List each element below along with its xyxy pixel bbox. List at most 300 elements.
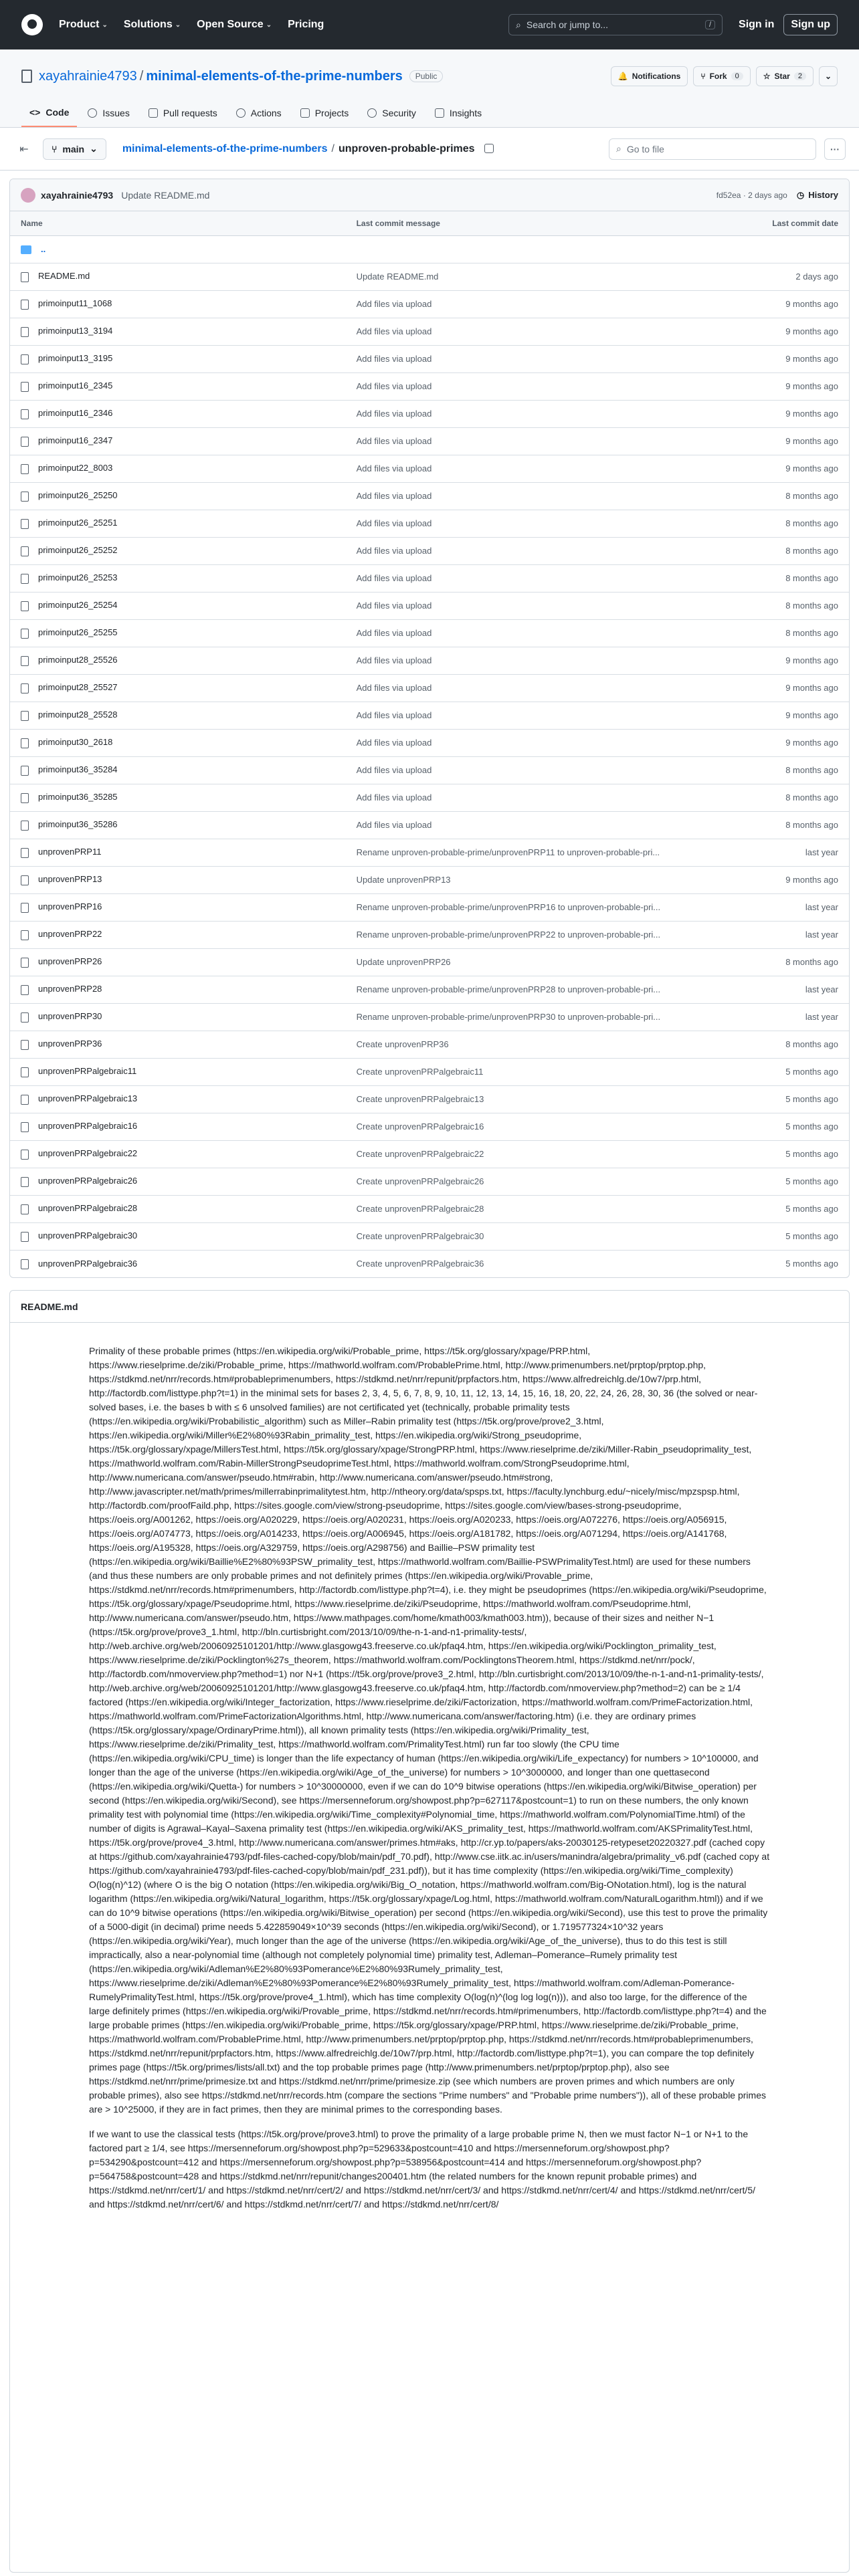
tab-projects[interactable] xyxy=(292,100,357,127)
file-name-cell[interactable] xyxy=(10,756,346,784)
table-row[interactable] xyxy=(10,400,849,427)
file-name-link[interactable]: README.md xyxy=(38,271,90,282)
table-header-row xyxy=(10,211,849,235)
table-row[interactable] xyxy=(10,729,849,756)
file-name-cell[interactable] xyxy=(10,592,346,619)
file-icon xyxy=(21,464,29,474)
table-row[interactable] xyxy=(10,1113,849,1140)
commit-date-cell: last year xyxy=(698,921,849,948)
table-row[interactable] xyxy=(10,948,849,976)
commit-message-cell[interactable]: Create unprovenPRPalgebraic11 xyxy=(346,1058,698,1085)
search-placeholder: Search or jump to... xyxy=(526,19,609,30)
star-button[interactable] xyxy=(756,66,814,86)
chevron-down-icon: ⌄ xyxy=(824,72,832,81)
commit-date-cell: last year xyxy=(698,839,849,866)
file-name-cell[interactable] xyxy=(10,893,346,921)
file-name-link[interactable]: unprovenPRPalgebraic13 xyxy=(38,1093,138,1104)
commit-date-cell: 8 months ago xyxy=(698,811,849,839)
file-name-cell[interactable] xyxy=(10,1222,346,1250)
history-label: History xyxy=(808,190,838,200)
file-name-link[interactable]: primoinput26_25251 xyxy=(38,518,118,528)
commit-message-cell[interactable]: Rename unproven-probable-prime/unprovenPRP28 to unproven-probable-pri... xyxy=(346,976,698,1003)
commit-message-cell[interactable]: Add files via upload xyxy=(346,510,698,537)
branch-selector[interactable] xyxy=(43,138,106,160)
nav-open-source[interactable] xyxy=(197,19,272,31)
tab-projects-label: Projects xyxy=(314,108,349,118)
commit-message-cell[interactable]: Create unprovenPRPalgebraic16 xyxy=(346,1113,698,1140)
commit-date-cell: 8 months ago xyxy=(698,756,849,784)
file-name-link[interactable]: primoinput26_25253 xyxy=(38,572,118,583)
file-name-cell[interactable] xyxy=(10,839,346,866)
bell-icon: 🔔 xyxy=(617,72,628,81)
commit-date-cell: 8 months ago xyxy=(698,482,849,510)
commit-date-cell: 9 months ago xyxy=(698,400,849,427)
commit-date-cell: last year xyxy=(698,976,849,1003)
file-icon xyxy=(21,1095,29,1105)
commit-message-cell[interactable]: Add files via upload xyxy=(346,702,698,729)
file-name-link[interactable]: primoinput28_25527 xyxy=(38,682,118,693)
more-options-button[interactable]: ··· xyxy=(824,138,846,160)
file-icon xyxy=(21,409,29,419)
file-name-cell[interactable] xyxy=(10,1140,346,1168)
commit-message-cell[interactable]: Add files via upload xyxy=(346,290,698,318)
play-icon xyxy=(236,108,246,118)
commit-message-cell[interactable]: Rename unproven-probable-prime/unprovenPRP30 to unproven-probable-pri... xyxy=(346,1003,698,1031)
file-name-cell[interactable] xyxy=(10,400,346,427)
table-row[interactable] xyxy=(10,537,849,564)
file-name-cell[interactable] xyxy=(10,1250,346,1277)
file-name-cell[interactable] xyxy=(10,1003,346,1031)
file-name-cell[interactable] xyxy=(10,948,346,976)
commit-meta[interactable]: fd52ea · 2 days ago xyxy=(716,190,787,200)
commit-date-cell: 9 months ago xyxy=(698,866,849,893)
github-logo-icon[interactable] xyxy=(21,14,43,35)
file-icon xyxy=(21,437,29,447)
file-name-cell[interactable] xyxy=(10,263,346,290)
file-icon xyxy=(21,683,29,693)
file-name-link[interactable]: primoinput26_25252 xyxy=(38,545,118,556)
commit-message-cell[interactable]: Add files via upload xyxy=(346,537,698,564)
file-icon xyxy=(21,738,29,748)
file-icon xyxy=(21,272,29,282)
file-name-link[interactable]: unprovenPRP30 xyxy=(38,1011,102,1022)
column-header-message: Last commit message xyxy=(346,211,698,235)
search-icon: ⌕ xyxy=(616,143,622,154)
commit-date-cell: 9 months ago xyxy=(698,318,849,345)
file-name-cell[interactable] xyxy=(10,537,346,564)
parent-dir-link[interactable]: .. xyxy=(41,243,46,254)
tab-security[interactable] xyxy=(359,100,424,127)
commit-message-cell[interactable]: Add files via upload xyxy=(346,455,698,482)
table-row[interactable] xyxy=(10,976,849,1003)
file-icon xyxy=(21,327,29,337)
file-name-cell[interactable] xyxy=(10,674,346,702)
file-name-link[interactable]: unprovenPRPalgebraic36 xyxy=(38,1258,138,1269)
nav-solutions[interactable] xyxy=(124,19,181,31)
file-name-link[interactable]: primoinput13_3195 xyxy=(38,353,113,364)
readme-title[interactable]: README.md xyxy=(21,1301,78,1312)
file-name-link[interactable]: primoinput28_25526 xyxy=(38,655,118,665)
file-name-link[interactable]: unprovenPRP11 xyxy=(38,847,102,857)
commit-message-cell[interactable]: Update unprovenPRP26 xyxy=(346,948,698,976)
commit-date-cell: 8 months ago xyxy=(698,510,849,537)
file-name-cell[interactable] xyxy=(10,647,346,674)
file-icon xyxy=(21,985,29,995)
commit-message-cell[interactable]: Add files via upload xyxy=(346,647,698,674)
chevron-down-icon: ⌄ xyxy=(175,21,181,29)
repo-icon xyxy=(21,70,32,83)
top-nav xyxy=(59,19,324,31)
file-name-link[interactable]: primoinput36_35286 xyxy=(38,819,118,830)
file-icon xyxy=(21,492,29,502)
tab-actions-label: Actions xyxy=(250,108,282,118)
file-icon xyxy=(21,903,29,913)
repo-title xyxy=(39,69,403,84)
history-button[interactable] xyxy=(797,190,838,201)
commit-message-cell[interactable]: Create unprovenPRPalgebraic28 xyxy=(346,1195,698,1222)
readme-content xyxy=(10,1323,849,2572)
file-icon xyxy=(21,848,29,858)
table-row[interactable] xyxy=(10,784,849,811)
commit-message-cell[interactable]: Rename unproven-probable-prime/unprovenPRP11 to unproven-probable-pri... xyxy=(346,839,698,866)
star-dropdown-button[interactable] xyxy=(819,66,838,86)
file-name-cell[interactable] xyxy=(10,564,346,592)
commit-date-cell: 2 days ago xyxy=(698,263,849,290)
file-name-cell[interactable] xyxy=(10,482,346,510)
file-name-cell[interactable] xyxy=(10,372,346,400)
file-name-link[interactable]: unprovenPRPalgebraic16 xyxy=(38,1121,138,1132)
column-header-date: Last commit date xyxy=(698,211,849,235)
readme-header xyxy=(10,1291,849,1323)
table-row[interactable] xyxy=(10,1168,849,1195)
file-name-link[interactable]: unprovenPRP16 xyxy=(38,901,102,912)
file-icon xyxy=(21,1040,29,1050)
commit-date-cell: 5 months ago xyxy=(698,1222,849,1250)
parent-dir-cell[interactable] xyxy=(10,235,849,263)
tab-pull-requests[interactable] xyxy=(140,100,225,127)
commit-message-cell[interactable]: Create unprovenPRP36 xyxy=(346,1031,698,1058)
file-name-cell[interactable] xyxy=(10,729,346,756)
file-icon xyxy=(21,1012,29,1023)
commit-message-cell[interactable]: Add files via upload xyxy=(346,400,698,427)
table-row[interactable] xyxy=(10,1085,849,1113)
commit-date-cell: last year xyxy=(698,893,849,921)
nav-pricing[interactable]: Pricing xyxy=(288,19,324,30)
go-to-file-placeholder: Go to file xyxy=(626,143,664,154)
table-row[interactable] xyxy=(10,1222,849,1250)
commit-message[interactable]: Update README.md xyxy=(121,189,210,201)
commit-message-cell[interactable]: Add files via upload xyxy=(346,318,698,345)
repo-tabs xyxy=(21,100,838,127)
commit-message-cell[interactable]: Add files via upload xyxy=(346,729,698,756)
file-name-cell[interactable] xyxy=(10,1085,346,1113)
file-name-link[interactable]: primoinput36_35285 xyxy=(38,792,118,802)
commit-date-cell: 5 months ago xyxy=(698,1195,849,1222)
file-name-link[interactable]: primoinput28_25528 xyxy=(38,710,118,720)
go-to-file-input[interactable] xyxy=(609,138,816,160)
commit-date-cell: 5 months ago xyxy=(698,1058,849,1085)
nav-open-source-label: Open Source xyxy=(197,19,264,30)
table-row[interactable] xyxy=(10,811,849,839)
file-name-link[interactable]: unprovenPRPalgebraic11 xyxy=(38,1066,137,1077)
commit-date-cell: 9 months ago xyxy=(698,729,849,756)
commit-date-cell: 9 months ago xyxy=(698,372,849,400)
table-row[interactable] xyxy=(10,674,849,702)
file-name-cell[interactable] xyxy=(10,976,346,1003)
file-icon xyxy=(21,821,29,831)
repo-name-link[interactable]: minimal-elements-of-the-prime-numbers xyxy=(146,68,403,84)
file-navigation xyxy=(0,128,859,171)
table-row[interactable] xyxy=(10,1140,849,1168)
table-row[interactable] xyxy=(10,619,849,647)
table-row[interactable] xyxy=(10,455,849,482)
chevron-down-icon: ⌄ xyxy=(102,21,108,29)
repo-owner-link[interactable]: xayahrainie4793 xyxy=(39,68,137,84)
file-name-cell[interactable] xyxy=(10,619,346,647)
file-icon xyxy=(21,875,29,885)
table-row[interactable] xyxy=(10,1031,849,1058)
file-icon xyxy=(21,711,29,721)
commit-message-cell[interactable]: Add files via upload xyxy=(346,811,698,839)
file-name-link[interactable]: primoinput22_8003 xyxy=(38,463,113,473)
commit-message-cell[interactable]: Add files via upload xyxy=(346,784,698,811)
table-row[interactable] xyxy=(10,1195,849,1222)
file-icon xyxy=(21,1150,29,1160)
sign-up-button[interactable]: Sign up xyxy=(783,14,838,35)
table-row[interactable] xyxy=(10,866,849,893)
file-icon xyxy=(21,1067,29,1077)
file-name-cell[interactable] xyxy=(10,866,346,893)
file-icon xyxy=(21,793,29,803)
commit-message-cell[interactable]: Add files via upload xyxy=(346,482,698,510)
sign-in-link[interactable]: Sign in xyxy=(739,19,775,30)
table-row[interactable] xyxy=(10,756,849,784)
commit-date-cell: 8 months ago xyxy=(698,592,849,619)
tab-code-label: Code xyxy=(45,107,70,118)
breadcrumb-repo-link[interactable]: minimal-elements-of-the-prime-numbers xyxy=(122,142,328,154)
tab-insights-label: Insights xyxy=(449,108,482,118)
commit-message-cell[interactable]: Add files via upload xyxy=(346,674,698,702)
file-icon xyxy=(21,519,29,529)
file-name-link[interactable]: primoinput11_1068 xyxy=(38,298,112,309)
repo-header xyxy=(0,49,859,128)
file-name-link[interactable]: primoinput26_25255 xyxy=(38,627,118,638)
breadcrumb xyxy=(122,143,494,155)
issue-icon xyxy=(88,108,97,118)
file-name-link[interactable]: unprovenPRPalgebraic30 xyxy=(38,1230,138,1241)
chevron-down-icon: ⌄ xyxy=(266,21,272,29)
nav-solutions-label: Solutions xyxy=(123,19,173,30)
parent-dir-row[interactable] xyxy=(10,235,849,263)
file-name-link[interactable]: primoinput16_2347 xyxy=(38,435,113,446)
star-icon: ☆ xyxy=(763,72,771,81)
table-row[interactable] xyxy=(10,372,849,400)
file-icon xyxy=(21,354,29,364)
table-row[interactable] xyxy=(10,564,849,592)
fork-count: 0 xyxy=(731,72,743,80)
commit-message-cell[interactable]: Add files via upload xyxy=(346,372,698,400)
file-name-cell[interactable] xyxy=(10,290,346,318)
tab-security-label: Security xyxy=(382,108,416,118)
commit-date-cell: 8 months ago xyxy=(698,564,849,592)
tab-insights[interactable] xyxy=(427,100,490,127)
file-name-cell[interactable] xyxy=(10,1058,346,1085)
file-name-link[interactable]: primoinput36_35284 xyxy=(38,764,118,775)
repo-title-separator: / xyxy=(139,68,144,84)
file-name-cell[interactable] xyxy=(10,1113,346,1140)
search-shortcut-key: / xyxy=(705,20,715,29)
readme-paragraph: Primality of these probable primes (https://en.wikipedia.org/wiki/Probable_prime, https://t5k.org/glossary/xpage/PRP.html, https://www.rieselprime.de/ziki/Probable_prime, https://mathworld.wolfram.com/ProbablePrime.html, http://www.primenumbers.net/prptop/prptop.php, https://stdkmd.net/nrr/records.htm#probableprimenumbers, https://stdkmd.net/nrr/repunit/prpfactors.htm, https://www.alfredreichlg.de/10w7/prp.html, http://factordb.com/listtype.php?t=1) in the minimal sets for bases 2, 3, 4, 5, 6, 7, 8, 9, 10, 11, 12, 13, 14, 15, 16, 18, 20, 22, 24, 26, 28, 30, 36 (the solved or near-solved bases, i.e. the bases b with ≤ 6 unsolved families) are not certificated yet (technically, probable primality tests (https://en.wikipedia.org/wiki/Probabilistic_algorithm) such as Miller–Rabin primality test (https://t5k.org/prove/prove2_3.html, https://en.wikipedia.org/wiki/Miller%E2%80%93Rabin_primality_test, https://en.wikipedia.org/wiki/Strong_pseudoprime, https://t5k.org/glossary/xpage/MillersTest.html, https://t5k.org/glossary/xpage/StrongPRP.html, https://www.rieselprime.de/ziki/Miller-Rabin_pseudoprimality_test, https://mathworld.wolfram.com/Rabin-MillerStrongPseudoprimeTest.html, https://mathworld.wolfram.com/StrongPseudoprime.html, http://www.numericana.com/answer/pseudo.htm#rabin, http://www.numericana.com/answer/pseudo.htm#strong, http://www.javascripter.net/math/primes/millerrabinprimalitytest.htm, http://ntheory.org/data/spsps.txt, https://faculty.lynchburg.edu/~nicely/misc/mpzspsp.html, http://factordb.com/proofFaild.php, https://sites.google.com/view/strong-pseudoprime, https://sites.google.com/view/bases-strong-pseudoprime, https://oeis.org/A001262, https://oeis.org/A020229, https://oeis.org/A020231, https://oeis.org/A020233, https://oeis.org/A072276, https://oeis.org/A056915, https://oeis.org/A074773, https://oeis.org/A014233, https://oeis.org/A006945, https://oeis.org/A181782, https://oeis.org/A071294, https://oeis.org/A141768, https://oeis.org/A195328, https://oeis.org/A329759, https://oeis.org/A298756) and Baillie–PSW primality test (https://en.wikipedia.org/wiki/Baillie%E2%80%93PSW_primality_test, https://mathworld.wolfram.com/Baillie-PSWPrimalityTest.html) are used for these numbers (and thus these numbers are only probable primes and not definitely primes (https://en.wikipedia.org/wiki/Provable_prime, https://stdkmd.net/nrr/records.htm#primenumbers, http://factordb.com/listtype.php?t=4), i.e. they might be pseudoprimes (https://en.wikipedia.org/wiki/Pseudoprime, https://t5k.org/glossary/xpage/Pseudoprime.html, https://www.rieselprime.de/ziki/Pseudoprime, https://mathworld.wolfram.com/Pseudoprime.html, http://www.numericana.com/answer/pseudo.htm, https://www.mathpages.com/home/kmath003/kmath003.htm)), because of their sizes and neither N−1 (https://t5k.org/prove/prove3_1.html, http://bln.curtisbright.com/2013/10/09/the-n-1-and-n1-primality-tests/, http://web.archive.org/web/20060925101201/http://www.glasgowg43.freeserve.co.uk/pfaq4.htm, https://en.wikipedia.org/wiki/Pocklington_primality_test, https://www.rieselprime.de/ziki/Pocklington%27s_theorem, https://mathworld.wolfram.com/PocklingtonsTheorem.html, https://stdkmd.net/nrr/pock/, http://factordb.com/nmoverview.php?method=1) nor N+1 (https://t5k.org/prove/prove3_2.html, http://bln.curtisbright.com/2013/10/09/the-n-1-and-n1-primality-tests/, http://web.archive.org/web/20060925101201/http://www.glasgowg43.freeserve.co.uk/pfaq4.htm, http://factordb.com/nmoverview.php?method=2) can be ≥ 1/4 factored (https://en.wikipedia.org/wiki/Integer_factorization, https://www.rieselprime.de/ziki/Factorization, https://mathworld.wolfram.com/PrimeFactorization.html, https://mathworld.wolfram.com/PrimeFactorizationAlgorithms.html, http://www.numericana.com/answer/factoring.htm) (i.e. they are ordinary primes (https://t5k.org/glossary/xpage/OrdinaryPrime.html)), all known primality tests (https://en.wikipedia.org/wiki/Primality_test, https://www.rieselprime.de/ziki/Primality_test, https://mathworld.wolfram.com/PrimalityTest.html) run far too slowly (the CPU time (https://en.wikipedia.org/wiki/CPU_time) is longer than the life expectancy of human (https://en.wikipedia.org/wiki/Life_expectancy) for numbers > 10^100000, and longer than the age of the universe (https://en.wikipedia.org/wiki/Age_of_the_universe) for numbers > 10^3000000, and longer than one quettasecond (https://en.wikipedia.org/wiki/Quetta-) for numbers > 10^30000000, even if we can do 10^9 bitwise operations (https://en.wikipedia.org/wiki/Bitwise_operation) per second (https://en.wikipedia.org/wiki/Second), see https://mersenneforum.org/showpost.php?p=627117&postcount=1) to run on these numbers, the only known primality test with polynomial time (https://en.wikipedia.org/wiki/Time_complexity#Polynomial_time, https://mathworld.wolfram.com/PolynomialTime.html) of the number of digits is Agrawal–Kayal–Saxena primality test (https://en.wikipedia.org/wiki/AKS_primality_test, https://mathworld.wolfram.com/AKSPrimalityTest.html, https://t5k.org/prove/prove4_3.html, http://www.numericana.com/answer/primes.htm#aks, http://cr.yp.to/papers/aks-20030125-retypeset20220327.pdf (cached copy at https://github.com/xayahrainie4793/pdf-files-cached-copy/blob/main/pdf_70.pdf), http://www.cse.iitk.ac.in/users/manindra/algebra/primality_v6.pdf (cached copy at https://github.com/xayahrainie4793/pdf-files-cached-copy/blob/main/pdf_231.pdf)), but it has time complexity (https://en.wikipedia.org/wiki/Time_complexity) O(log(n)^12) (where O is the big O notation (https://en.wikipedia.org/wiki/Big_O_notation, https://mathworld.wolfram.com/Big-ONotation.html), log is the natural logarithm (https://en.wikipedia.org/wiki/Natural_logarithm, https://t5k.org/glossary/xpage/Log.html, https://mathworld.wolfram.com/NaturalLogarithm.html)) and if we can do 10^9 bitwise operations (https://en.wikipedia.org/wiki/Bitwise_operation) per second (https://en.wikipedia.org/wiki/Second), use this test to prove the primality of a 5000-digit (in decimal) prime needs 5.422859049×10^39 seconds (https://en.wikipedia.org/wiki/Second), or 1.719577324×10^32 years (https://en.wikipedia.org/wiki/Year), much longer than the age of the universe (https://en.wikipedia.org/wiki/Age_of_the_universe), thus to do this test is still impractically, also a near-polynomial time (although not completely polynomial time) primality test, Adleman–Pomerance–Rumely primality test (https://en.wikipedia.org/wiki/Adleman%E2%80%93Pomerance%E2%80%93Rumely_primality_test, https://www.rieselprime.de/ziki/Adleman%E2%80%93Pomerance%E2%80%93Rumely_primality_test, https://mathworld.wolfram.com/Adleman-Pomerance-RumelyPrimalityTest.html, https://t5k.org/prove/prove4_1.html), which has time complexity O(log(n)^(log log log(n))), and also too large, for the difference of the large definitely primes (https://en.wikipedia.org/wiki/Provable_prime, https://stdkmd.net/nrr/records.htm#primenumbers, http://factordb.com/listtype.php?t=4) and the large probable primes (https://en.wikipedia.org/wiki/Probable_prime, https://t5k.org/glossary/xpage/PRP.html, https://www.rieselprime.de/ziki/Probable_prime, https://mathworld.wolfram.com/ProbablePrime.html, http://www.primenumbers.net/prptop/prptop.php, https://stdkmd.net/nrr/records.htm#probableprimenumbers, https://stdkmd.net/nrr/repunit/prpfactors.htm, https://www.alfredreichlg.de/10w7/prp.html, http://factordb.com/listtype.php?t=1), you can compare the top definitely primes page (https://t5k.org/primes/lists/all.txt) and the top probable primes page (http://www.primenumbers.net/prptop/prptop.php), also see https://stdkmd.net/nrr/prime/primesize.txt and https://stdkmd.net/nrr/prime/primesize.zip (see which numbers are proven primes and which numbers are only probable primes), also see https://stdkmd.net/nrr/records.htm (compare the sections "Prime numbers" and "Probable prime numbers")), all of these probable primes are > 10^25000, if they are in fact primes, then they are minimal primes to the corresponding bases. xyxy=(89,1346,770,2115)
file-icon xyxy=(21,1259,29,1269)
table-row[interactable] xyxy=(10,510,849,537)
file-name-link[interactable]: unprovenPRP36 xyxy=(38,1039,102,1049)
file-name-cell[interactable] xyxy=(10,345,346,372)
nav-product[interactable] xyxy=(59,19,108,31)
fork-button[interactable] xyxy=(693,66,750,86)
commit-date-cell: 5 months ago xyxy=(698,1140,849,1168)
visibility-badge: Public xyxy=(409,70,444,82)
commit-date-cell: 9 months ago xyxy=(698,427,849,455)
file-name-link[interactable]: unprovenPRP13 xyxy=(38,874,102,885)
file-name-link[interactable]: unprovenPRP28 xyxy=(38,984,102,994)
table-row[interactable] xyxy=(10,592,849,619)
commit-message-cell[interactable]: Add files via upload xyxy=(346,756,698,784)
notifications-label: Notifications xyxy=(632,72,681,81)
commit-message-cell[interactable]: Create unprovenPRPalgebraic30 xyxy=(346,1222,698,1250)
commit-date-cell: 5 months ago xyxy=(785,1259,838,1269)
file-name-cell[interactable] xyxy=(10,1168,346,1195)
commit-message-cell[interactable]: Update unprovenPRP13 xyxy=(346,866,698,893)
file-icon xyxy=(21,766,29,776)
commit-message-cell[interactable]: Create unprovenPRPalgebraic22 xyxy=(346,1140,698,1168)
commit-date-cell: 5 months ago xyxy=(698,1113,849,1140)
table-row[interactable] xyxy=(10,290,849,318)
commit-message-cell[interactable]: Rename unproven-probable-prime/unprovenPRP22 to unproven-probable-pri... xyxy=(346,921,698,948)
file-name-link[interactable]: primoinput30_2618 xyxy=(38,737,113,748)
commit-author[interactable]: xayahrainie4793 xyxy=(41,189,114,201)
file-icon xyxy=(21,958,29,968)
file-name-link[interactable]: unprovenPRPalgebraic28 xyxy=(38,1203,138,1214)
code-icon: <> xyxy=(29,107,41,118)
file-name-link[interactable]: primoinput16_2345 xyxy=(38,381,113,391)
file-name-link[interactable]: unprovenPRPalgebraic22 xyxy=(38,1148,138,1159)
fork-label: Fork xyxy=(709,72,727,81)
avatar[interactable] xyxy=(21,188,35,203)
commit-message-cell[interactable]: Create unprovenPRPalgebraic13 xyxy=(346,1085,698,1113)
file-icon xyxy=(21,629,29,639)
column-header-name: Name xyxy=(10,211,346,235)
file-icon xyxy=(21,1177,29,1187)
commit-date-cell: 8 months ago xyxy=(698,1031,849,1058)
file-name-cell[interactable] xyxy=(10,427,346,455)
commit-date-cell: 8 months ago xyxy=(698,784,849,811)
latest-commit-bar xyxy=(10,179,849,211)
file-icon xyxy=(21,382,29,392)
commit-date-cell: 8 months ago xyxy=(698,537,849,564)
commit-date-cell: 5 months ago xyxy=(698,1085,849,1113)
tab-actions[interactable] xyxy=(228,100,290,127)
file-name-link[interactable]: primoinput16_2346 xyxy=(38,408,113,419)
table-row[interactable] xyxy=(10,839,849,866)
tab-issues-label: Issues xyxy=(102,108,130,118)
pull-request-icon xyxy=(149,108,158,118)
table-row[interactable] xyxy=(10,921,849,948)
file-icon xyxy=(21,1204,29,1214)
copy-icon[interactable] xyxy=(484,144,494,153)
search-icon: ⌕ xyxy=(516,19,521,30)
table-row[interactable] xyxy=(10,1003,849,1031)
file-name-link[interactable]: primoinput26_25254 xyxy=(38,600,118,611)
file-name-cell[interactable] xyxy=(10,1195,346,1222)
sidebar-expand-icon[interactable]: ⇤ xyxy=(19,143,29,155)
tab-code[interactable] xyxy=(21,100,77,127)
table-row[interactable] xyxy=(10,318,849,345)
star-count: 2 xyxy=(794,72,806,80)
folder-icon xyxy=(21,245,31,254)
clock-icon: ◷ xyxy=(796,189,805,200)
table-row[interactable] xyxy=(10,702,849,729)
chevron-down-icon: ⌄ xyxy=(90,143,98,154)
table-row[interactable] xyxy=(10,427,849,455)
commit-date-cell: 9 months ago xyxy=(698,455,849,482)
table-row[interactable] xyxy=(10,482,849,510)
commit-message-cell[interactable]: Update README.md xyxy=(346,263,698,290)
file-name-link[interactable]: primoinput26_25250 xyxy=(38,490,118,501)
commit-message-cell[interactable]: Add files via upload xyxy=(346,564,698,592)
file-name-cell[interactable] xyxy=(10,702,346,729)
file-icon xyxy=(21,300,29,310)
table-row[interactable] xyxy=(10,893,849,921)
file-name-link[interactable]: unprovenPRP22 xyxy=(38,929,102,940)
commit-date-cell: 9 months ago xyxy=(698,345,849,372)
search-input[interactable] xyxy=(508,14,723,35)
commit-message-cell[interactable]: Add files via upload xyxy=(346,345,698,372)
file-name-cell[interactable] xyxy=(10,1031,346,1058)
commit-date-cell: 8 months ago xyxy=(698,619,849,647)
commit-message-cell[interactable]: Create unprovenPRPalgebraic26 xyxy=(346,1168,698,1195)
commit-date-cell: last year xyxy=(698,1003,849,1031)
tab-issues[interactable] xyxy=(80,100,137,127)
commit-message-cell[interactable]: Add files via upload xyxy=(346,427,698,455)
file-icon xyxy=(21,1232,29,1242)
readme-paragraph: If we want to use the classical tests (https://t5k.org/prove/prove3.html) to prove the primality of a large probable prime N, then we must factor N−1 or N+1 to the factored part ≥ 1/4, see https://mersenneforum.org/showpost.php?p=529633&postcount=410 and https://mersenneforum.org/showpost.php?p=534290&postcount=412 and https://mersenneforum.org/showpost.php?p=538956&postcount=414 and https://mersenneforum.org/showpost.php?p=564758&postcount=428 and https://stdkmd.net/nrr/repunit/changes200401.htm (the related numbers for the known repunit probable primes) and https://stdkmd.net/nrr/cert/1/ and https://stdkmd.net/nrr/cert/2/ and https://stdkmd.net/nrr/cert/3/ and https://stdkmd.net/nrr/cert/4/ and https://stdkmd.net/nrr/cert/5/ and https://stdkmd.net/nrr/cert/6/ and https://stdkmd.net/nrr/cert/7/ and https://stdkmd.net/nrr/cert/8/ xyxy=(89,2129,755,2210)
table-row[interactable] xyxy=(10,1058,849,1085)
commit-date-cell: 9 months ago xyxy=(698,702,849,729)
commit-message-cell[interactable]: Rename unproven-probable-prime/unprovenPRP16 to unproven-probable-pri... xyxy=(346,893,698,921)
commit-date-cell: 5 months ago xyxy=(698,1168,849,1195)
file-name-cell[interactable] xyxy=(10,455,346,482)
table-row[interactable] xyxy=(10,647,849,674)
file-name-link[interactable]: unprovenPRP26 xyxy=(38,956,102,967)
file-icon xyxy=(21,546,29,556)
file-icon xyxy=(21,574,29,584)
table-row[interactable] xyxy=(10,1250,849,1277)
file-name-cell[interactable] xyxy=(10,784,346,811)
file-name-cell[interactable] xyxy=(10,811,346,839)
file-name-cell[interactable] xyxy=(10,921,346,948)
file-name-cell[interactable] xyxy=(10,318,346,345)
table-row[interactable] xyxy=(10,345,849,372)
readme-panel xyxy=(9,1290,850,2573)
file-name-link[interactable]: primoinput13_3194 xyxy=(38,326,113,336)
file-name-cell[interactable] xyxy=(10,510,346,537)
commit-message-cell[interactable]: Add files via upload xyxy=(346,592,698,619)
table-row[interactable] xyxy=(10,263,849,290)
commit-message-cell[interactable]: Create unprovenPRPalgebraic36 xyxy=(356,1259,484,1269)
file-name-link[interactable]: unprovenPRPalgebraic26 xyxy=(38,1176,138,1186)
commit-message-cell[interactable]: Add files via upload xyxy=(346,619,698,647)
notifications-button[interactable] xyxy=(611,66,688,86)
